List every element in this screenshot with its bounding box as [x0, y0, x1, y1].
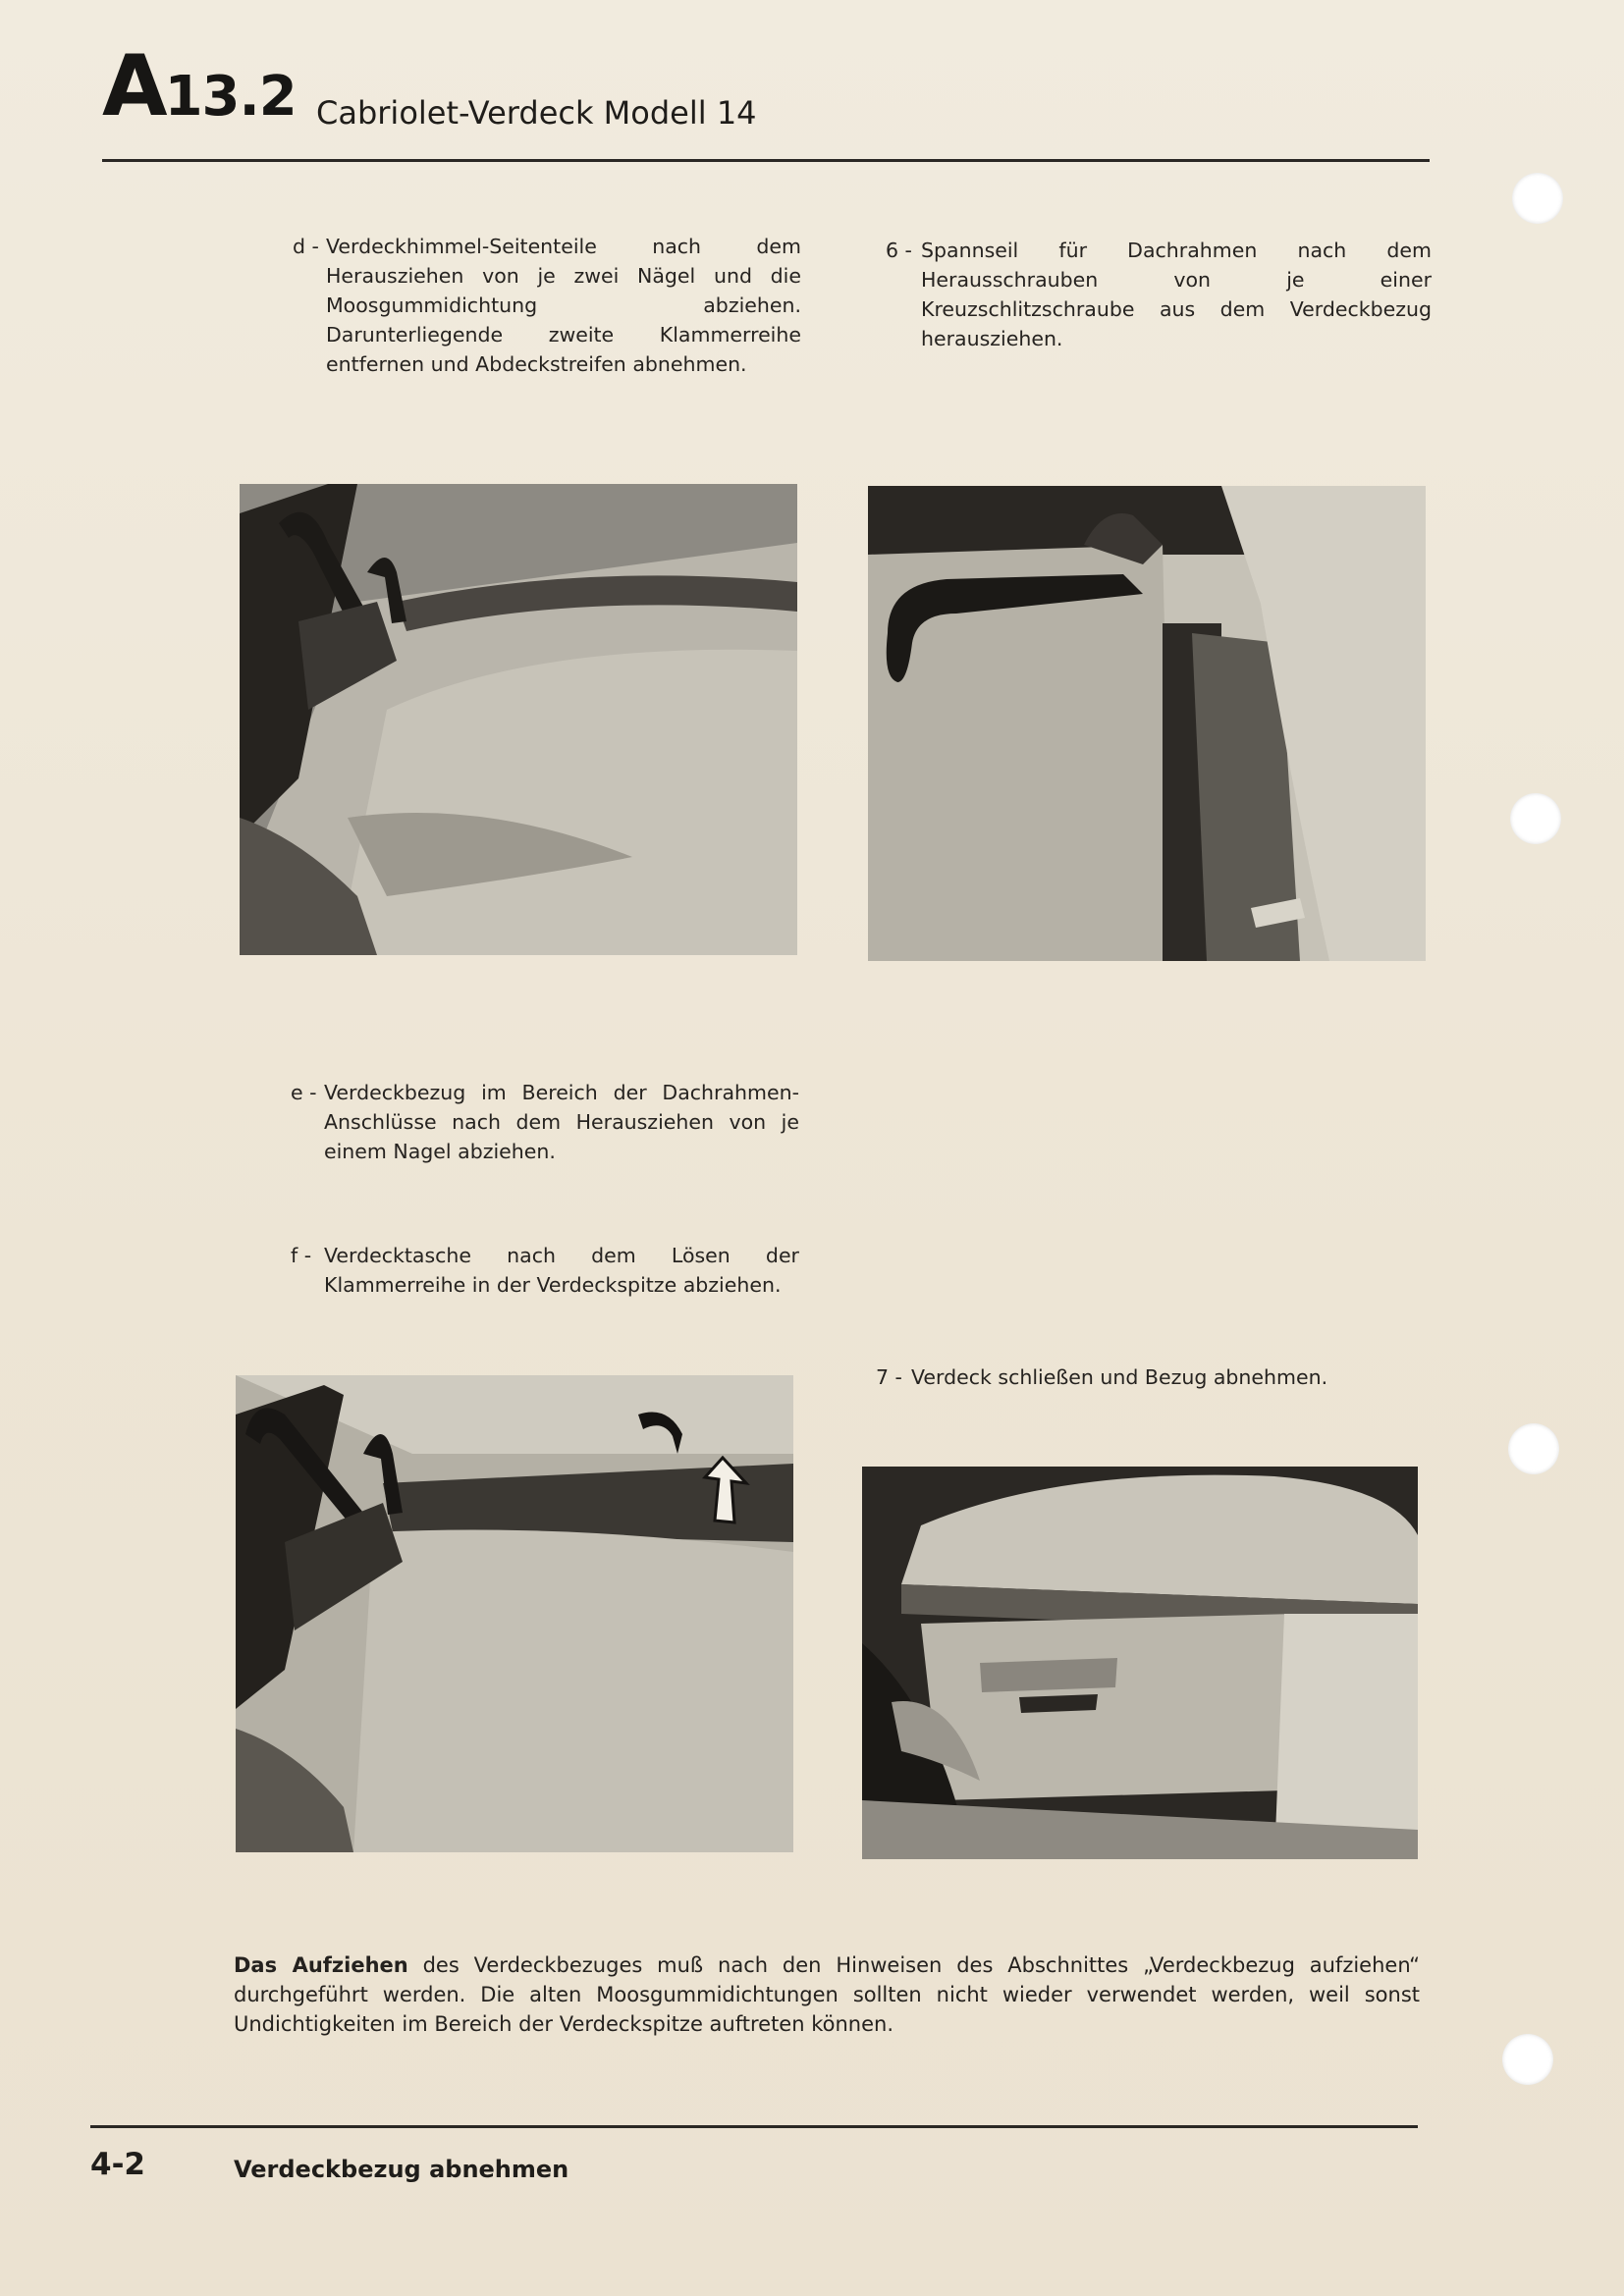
note-lead: Das Aufziehen	[234, 1953, 408, 1977]
photo-roof-frame-side-trim	[240, 484, 797, 955]
step-7	[876, 1362, 1422, 1392]
footer-rule	[90, 2125, 1418, 2128]
step-label: d -	[293, 235, 319, 258]
note-paragraph	[234, 1950, 1420, 2039]
section-code	[102, 37, 297, 135]
step-label: 7 -	[876, 1365, 902, 1389]
step-label: f -	[291, 1244, 312, 1267]
step-text: Verdeckhimmel-Seitenteile nach dem Herausziehen von je zwei Nägel und die Moosgummidichtung abziehen. Darunterliegende zweite Klammerreihe entfernen und Abdeckstreifen abnehmen.	[326, 235, 801, 376]
photo-closed-roof	[862, 1467, 1418, 1859]
step-d	[293, 232, 801, 379]
section-number: 13.2	[164, 65, 297, 129]
step-6	[886, 236, 1432, 353]
punch-hole	[1512, 173, 1563, 224]
step-text: Verdecktasche nach dem Lösen der Klammerreihe in der Verdeckspitze abziehen.	[324, 1244, 799, 1297]
step-text: Verdeckbezug im Bereich der Dachrahmen-Anschlüsse nach dem Herausziehen von je einem Nagel abziehen.	[324, 1081, 799, 1163]
step-label: e -	[291, 1081, 317, 1104]
note-text: des Verdeckbezuges muß nach den Hinweisen des Abschnittes „Verdeckbezug aufziehen“ durchgeführt werden. Die alten Moosgummidichtungen sollten nicht wieder verwendet werden, weil sonst Undichtigkeiten im Bereich der Verdeckspitze auftreten können.	[234, 1953, 1420, 2036]
step-f	[291, 1241, 799, 1300]
punch-hole	[1510, 793, 1561, 844]
photo-roof-pocket	[236, 1375, 793, 1852]
photo-tension-cable	[868, 486, 1426, 961]
step-text: Verdeck schließen und Bezug abnehmen.	[911, 1365, 1328, 1389]
step-text: Spannseil für Dachrahmen nach dem Herausschrauben von je einer Kreuzschlitzschraube aus dem Verdeckbezug herausziehen.	[921, 239, 1432, 350]
page-title: Cabriolet-Verdeck Modell 14	[316, 94, 757, 132]
step-label: 6 -	[886, 239, 912, 262]
header-rule	[102, 159, 1430, 162]
punch-hole	[1502, 2034, 1553, 2085]
punch-hole	[1508, 1423, 1559, 1474]
section-letter: A	[102, 37, 165, 135]
step-e	[291, 1078, 799, 1166]
footer-title: Verdeckbezug abnehmen	[234, 2156, 569, 2183]
page-number: 4-2	[90, 2147, 146, 2182]
